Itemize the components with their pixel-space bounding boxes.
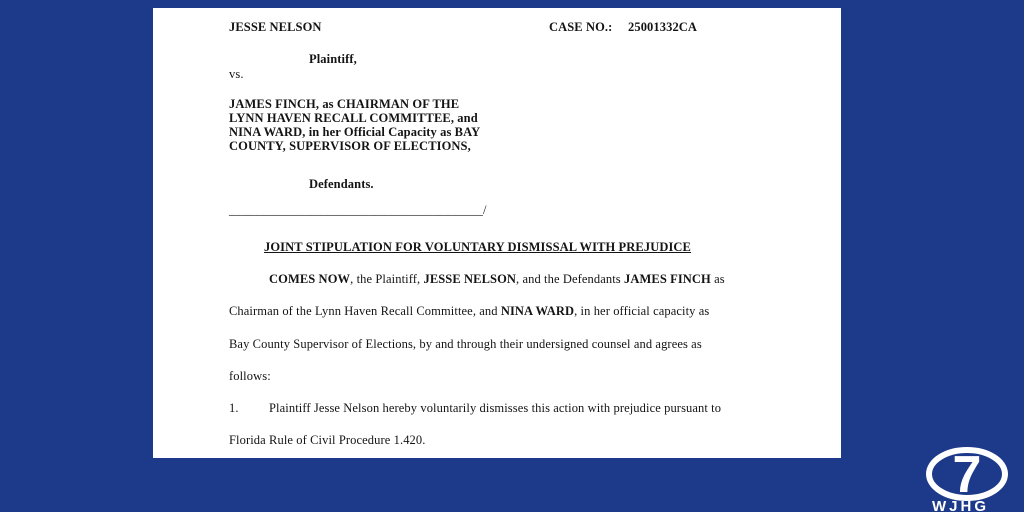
defendant-line: NINA WARD, in her Official Capacity as BAY — [229, 125, 481, 139]
document-title: JOINT STIPULATION FOR VOLUNTARY DISMISSAL WITH PREJUDICE — [264, 240, 691, 254]
case-number: 25001332CA — [628, 20, 698, 34]
defendant-line: JAMES FINCH, as CHAIRMAN OF THE — [229, 97, 460, 111]
paragraph-line-4: follows: — [229, 369, 271, 383]
defendants-role: Defendants. — [309, 177, 374, 191]
item-text: Plaintiff Jesse Nelson hereby voluntarily dismisses this action with prejudice pursuant to — [269, 401, 722, 415]
defendant-finch: JAMES FINCH — [624, 272, 711, 286]
comes-now-text: COMES NOW — [269, 272, 351, 286]
paragraph-line-2 — [229, 304, 709, 318]
para-text: , and the Defendants — [516, 272, 624, 286]
para-text: , the Plaintiff, — [350, 272, 424, 286]
paragraph-line-1 — [269, 272, 725, 286]
para-text: Chairman of the Lynn Haven Recall Committee, and — [229, 304, 501, 318]
plaintiff-role: Plaintiff, — [309, 52, 357, 66]
call-letters: WJHG — [932, 498, 989, 512]
plaintiff-name-header: JESSE NELSON — [229, 20, 322, 34]
item-continuation: Florida Rule of Civil Procedure 1.420. — [229, 433, 426, 447]
document-page — [153, 8, 841, 458]
paragraph-line-3: Bay County Supervisor of Elections, by and through their undersigned counsel and agrees as — [229, 337, 702, 351]
plaintiff-name: JESSE NELSON — [423, 272, 517, 286]
logo-number: 7 — [952, 446, 982, 504]
para-text: , in her official capacity as — [574, 304, 710, 318]
defendant-line: LYNN HAVEN RECALL COMMITTEE, and — [229, 111, 478, 125]
defendant-line: COUNTY, SUPERVISOR OF ELECTIONS, — [229, 139, 471, 153]
para-text: as — [710, 272, 725, 286]
versus-label: vs. — [229, 67, 244, 81]
case-number-label: CASE NO.: — [549, 20, 613, 34]
item-number: 1. — [229, 401, 239, 415]
caption-separator: ________________________________________/ — [229, 203, 487, 217]
defendant-ward: NINA WARD — [500, 304, 575, 318]
